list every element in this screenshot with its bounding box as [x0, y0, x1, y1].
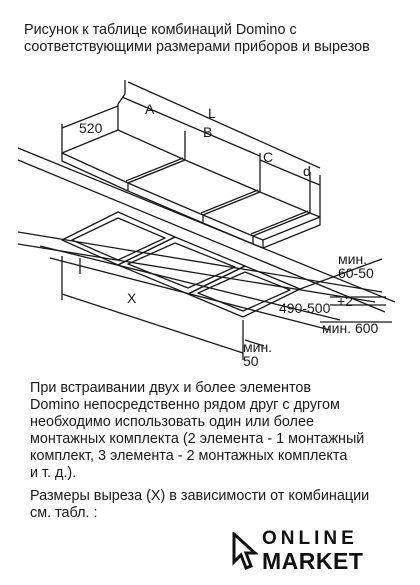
- note-line-6: и т. д.).: [30, 465, 77, 481]
- label-a: A: [145, 101, 155, 117]
- label-490-500: 490-500: [279, 300, 331, 316]
- note-line-2: Domino непосредственно рядом друг с другом: [30, 397, 340, 413]
- label-min-60-50-b: 60-50: [338, 265, 374, 281]
- cursor-arrow-icon: [232, 532, 258, 572]
- size-note-line-1: Размеры выреза (X) в зависимости от комбинации: [30, 488, 370, 504]
- cutout-worktop-bottom: [18, 244, 375, 302]
- label-min-50-b: 50: [243, 353, 259, 369]
- label-min-60-50-a: мин.: [338, 251, 368, 267]
- logo-line-online: ONLINE: [262, 528, 358, 549]
- onlinemarket-logo: [232, 528, 392, 580]
- label-d: d: [303, 163, 311, 179]
- installation-note: [30, 380, 415, 482]
- label-520: 520: [79, 120, 103, 136]
- cutout-size-note: [30, 488, 415, 522]
- logo-line-market: MARKET: [262, 548, 364, 574]
- note-line-3: необходимо использовать один или более: [30, 414, 314, 430]
- label-c: C: [263, 149, 274, 165]
- label-b: B: [203, 124, 213, 140]
- caption-line-1: Рисунок к таблице комбинаций Domino с: [24, 22, 297, 38]
- caption-line-2: соответствующими размерами приборов и вырезов: [24, 39, 370, 55]
- note-line-4: монтажных комплекта (2 элемента - 1 монтажный: [30, 431, 365, 447]
- size-note-line-2: см. табл. :: [30, 505, 98, 521]
- label-min-50-a: мин.: [243, 339, 273, 355]
- label-l: L: [208, 105, 216, 121]
- note-line-5: комплект, 3 элемента - 2 монтажных комплекта: [30, 448, 348, 464]
- note-line-1: При встраивании двух и более элементов: [30, 380, 312, 396]
- cutout-a: [62, 212, 175, 265]
- label-x: X: [127, 290, 137, 306]
- label-min-600: мин. 600: [322, 320, 379, 336]
- label-plus2: +2: [337, 293, 353, 309]
